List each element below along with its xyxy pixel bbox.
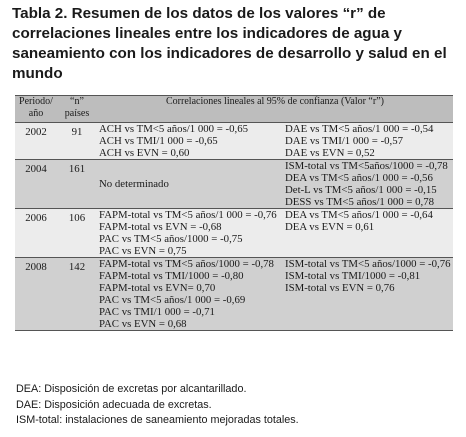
header-period bbox=[15, 96, 57, 123]
correlation-line: ISM-total vs EVN = 0,76 bbox=[285, 282, 395, 294]
correlation-line: PAC vs EVN = 0,75 bbox=[99, 245, 187, 257]
header-n-line1: “n” bbox=[70, 96, 84, 107]
header-n-line2: países bbox=[64, 108, 90, 119]
table-row-2004 bbox=[15, 160, 453, 209]
correlation-line: Det-L vs TM<5 años/1 000 = -0,15 bbox=[285, 184, 437, 196]
correlation-line: ISM-total vs TMI/1000 = -0,81 bbox=[285, 270, 421, 282]
table-title: Tabla 2. Resumen de los datos de los valores “r” de correlaciones lineales entre los indicadores de agua y saneamiento con los indicadores de desarrollo y salud en el mundo bbox=[12, 5, 447, 82]
cell-n: 161 bbox=[57, 160, 97, 209]
cell-left-correlations bbox=[97, 258, 277, 331]
correlation-line: FAPM-total vs EVN= 0,70 bbox=[99, 282, 216, 294]
cell-n: 142 bbox=[57, 258, 97, 331]
cell-year: 2006 bbox=[15, 209, 57, 258]
correlation-line: PAC vs EVN = 0,68 bbox=[99, 318, 187, 330]
cell-left-correlations bbox=[97, 209, 277, 258]
correlation-line: ISM-total vs TM<5 años/1000 = -0,76 bbox=[285, 258, 451, 270]
table-header-row bbox=[15, 96, 453, 123]
correlation-line: ACH vs TM<5 años/1 000 = -0,65 bbox=[99, 123, 249, 135]
footnotes bbox=[16, 382, 299, 429]
correlation-line: DEA vs EVN = 0,61 bbox=[285, 221, 375, 233]
correlation-line: PAC vs TM<5 años/1000 = -0,75 bbox=[99, 233, 243, 245]
correlation-table bbox=[15, 95, 453, 331]
correlation-line: DEA vs TM<5 años/1 000 = -0,64 bbox=[285, 209, 433, 221]
cell-right-correlations bbox=[277, 258, 453, 331]
correlation-line: FAPM-total vs EVN = -0,68 bbox=[99, 221, 222, 233]
table-row-2008 bbox=[15, 258, 453, 331]
cell-year: 2002 bbox=[15, 123, 57, 160]
cell-right-correlations bbox=[277, 209, 453, 258]
cell-year: 2004 bbox=[15, 160, 57, 209]
correlation-line: PAC vs TMI/1 000 = -0,71 bbox=[99, 306, 215, 318]
correlation-line: DAE vs TM<5 años/1 000 = -0,54 bbox=[285, 123, 434, 135]
cell-n: 91 bbox=[57, 123, 97, 160]
footnote-dae: DAE: Disposición adecuada de excretas. bbox=[16, 398, 212, 411]
cell-year: 2008 bbox=[15, 258, 57, 331]
correlation-line: DAE vs TMI/1 000 = -0,57 bbox=[285, 135, 404, 147]
correlation-line: FAPM-total vs TM<5 años/1 000 = -0,76 bbox=[99, 209, 277, 221]
correlation-line: DESS vs TM<5 años/1 000 = 0,78 bbox=[285, 196, 435, 208]
header-period-line2: año bbox=[28, 108, 44, 119]
header-period-line1: Periodo/ bbox=[19, 96, 53, 107]
cell-right-correlations bbox=[277, 160, 453, 209]
header-correlations: Correlaciones lineales al 95% de confianza (Valor “r”) bbox=[97, 96, 453, 123]
cell-left-correlations bbox=[97, 160, 277, 209]
correlation-line: PAC vs TM<5 años/1 000 = -0,69 bbox=[99, 294, 246, 306]
footnote-ism: ISM-total: instalaciones de saneamiento mejoradas totales. bbox=[16, 414, 299, 426]
header-n bbox=[57, 96, 97, 123]
correlation-line: FAPM-total vs TM<5 años/1000 = -0,78 bbox=[99, 258, 274, 270]
not-determined-label: No determinado bbox=[99, 178, 169, 190]
footnote-dea: DEA: Disposición de excretas por alcantarillado. bbox=[16, 383, 247, 395]
correlation-line: DAE vs EVN = 0,52 bbox=[285, 147, 375, 159]
correlation-line: ACH vs EVN = 0,60 bbox=[99, 147, 190, 159]
cell-right-correlations bbox=[277, 123, 453, 160]
cell-left-correlations bbox=[97, 123, 277, 160]
correlation-line: DEA vs TM<5 años/1 000 = -0,56 bbox=[285, 172, 433, 184]
table-row-2006 bbox=[15, 209, 453, 258]
table-row-2002 bbox=[15, 123, 453, 160]
correlation-line: ACH vs TMI/1 000 = -0,65 bbox=[99, 135, 218, 147]
cell-n: 106 bbox=[57, 209, 97, 258]
correlation-line: FAPM-total vs TMI/1000 = -0,80 bbox=[99, 270, 244, 282]
correlation-line: ISM-total vs TM<5años/1000 = -0,78 bbox=[285, 160, 448, 172]
